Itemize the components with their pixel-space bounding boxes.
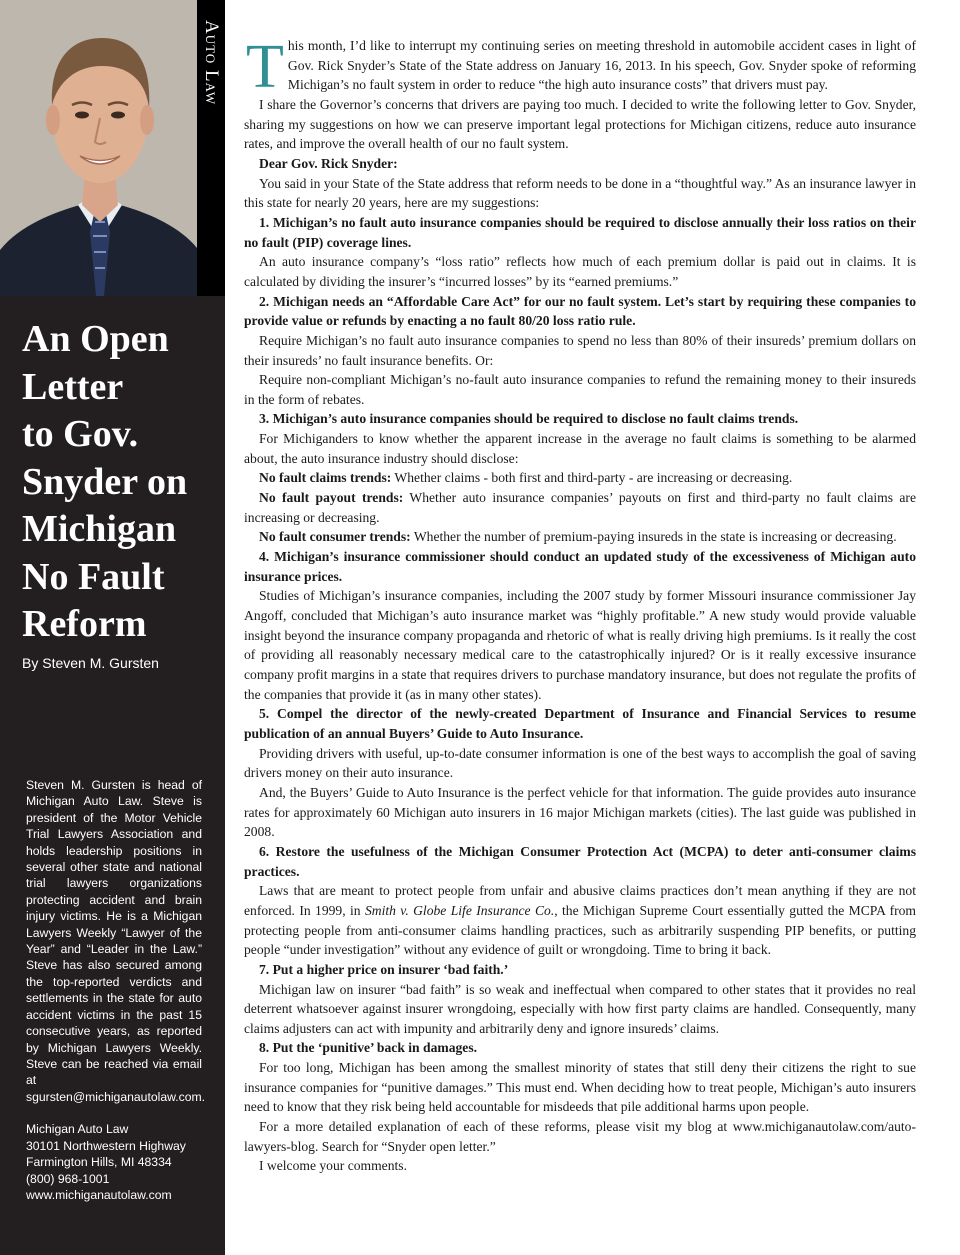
byline: By Steven M. Gursten [22,655,159,671]
trend-text: Whether the number of premium-paying insureds in the state is increasing or decreasing. [410,529,897,545]
trend-label: No fault payout trends: [259,490,404,506]
case-citation: Smith v. Globe Life Insurance Co. [364,902,555,918]
contact-block [26,1121,216,1204]
contact-phone: (800) 968-1001 [26,1171,110,1186]
salutation-text: Dear Gov. Rick Snyder: [259,155,398,171]
paragraph: Require non-compliant Michigan’s no-fault auto insurance companies to refund the remaining money to their insureds in the form of rebates. [244,372,916,407]
paragraph: And, the Buyers’ Guide to Auto Insurance is the perfect vehicle for that information. The guide provides auto insurance rates for approximately 60 Michigan auto insurers in 16 major Michigan markets (cities). The last guide was published in 2008. [244,784,916,840]
suggestion-heading-text: 6. Restore the usefulness of the Michigan Consumer Protection Act (MCPA) to deter anti-consumer claims practices. [244,843,916,879]
paragraph-text: Laws that are meant to protect people from unfair and abusive claims practices don’t mean anything if they are not enforced. In 1999, in [244,883,916,918]
suggestion-heading-text: 2. Michigan needs an “Affordable Care Act” for our no fault system. Let’s start by requiring these companies to provide value or refunds by enacting a no fault 80/20 loss ratio rule. [244,293,916,329]
paragraph: Michigan law on insurer “bad faith” is so weak and ineffectual when compared to other states that it provides no real deterrent whatsoever against insurer wrongdoing, especially with how first party claims are handled. Consequently, many claims adjusters can act with impunity and arbitrarily deny and ignore insureds’ claims. [244,981,916,1036]
trend-item [244,468,916,488]
paragraph: You said in your State of the State address that reform needs to be done in a “thoughtful way.” As an insurance lawyer in this state for nearly 20 years, here are my suggestions: [244,175,916,211]
suggestion-heading-text: 1. Michigan’s no fault auto insurance companies should be required to disclose annually their loss ratios on their no fault (PIP) coverage lines. [244,214,916,250]
paragraph-text: , the Michigan Supreme Court essentially gutted the MCPA from protecting people from anti-consumer claims handling practices, such as arbitrarily suspending PIP benefits, or putting people “under investigation” without any evidence of guilt or wrongdoing. Time to bring it back. [244,902,916,958]
headline-line: to Gov. [22,413,139,455]
suggestion-heading-text: 8. Put the ‘punitive’ back in damages. [259,1040,478,1056]
intro-paragraph [244,33,916,101]
drop-cap: T [246,33,284,101]
headline-line: An Open [22,318,169,360]
headline-line: No Fault [22,555,165,598]
salutation [244,154,916,174]
paragraph: Require Michigan’s no fault auto insurance companies to spend no less than 80% of their insureds’ premium dollars on their insureds’ no fault insurance benefits. Or: [244,332,916,368]
suggestion-heading-text: 5. Compel the director of the newly-created Department of Insurance and Financial Services to resume publication of an annual Buyers’ Guide to Auto Insurance. [244,706,916,741]
author-portrait-image [0,0,197,296]
headline-line: Reform [22,603,147,645]
suggestion-heading [244,409,916,429]
suggestion-heading [244,213,916,252]
author-photo [0,0,197,296]
suggestion-heading-text: 7. Put a higher price on insurer ‘bad faith.’ [259,961,509,977]
paragraph: For a more detailed explanation of each of these reforms, please visit my blog at www.michiganautolaw.com/auto-lawyers-blog. Search for “Snyder open letter.” [244,1119,916,1154]
article-headline [22,316,217,649]
contact-firm: Michigan Auto Law [26,1122,129,1136]
trend-text: Whether claims - both first and third-party - are increasing or decreasing. [391,470,793,486]
suggestion-heading-text: 3. Michigan’s auto insurance companies should be required to disclose no fault claims trends. [259,411,799,427]
trend-item [244,527,916,547]
paragraph: An auto insurance company’s “loss ratio” reflects how much of each premium dollar is paid out in claims. It is calculated by dividing the insurer’s “incurred losses” by its “earned premiums.” [244,254,916,289]
trend-item [244,488,916,527]
trend-label: No fault consumer trends: [259,529,411,545]
trend-label: No fault claims trends: [259,470,392,486]
paragraph [244,881,916,960]
suggestion-heading [244,1038,916,1058]
contact-city: Farmington Hills, MI 48334 [26,1155,172,1170]
article-body [244,33,916,1176]
suggestion-heading [244,842,916,881]
section-label: Auto Law [201,20,222,106]
headline-line: Michigan [22,508,177,550]
suggestion-heading [244,704,916,743]
suggestion-heading [244,960,916,980]
paragraph: I share the Governor’s concerns that drivers are paying too much. I decided to write the following letter to Gov. Snyder, sharing my suggestions on how we can preserve important legal protections for Michigan citizens, reduce auto insurance rates, and improve the overall health of our no fault system. [244,96,916,152]
author-bio: Steven M. Gursten is head of Michigan Auto Law. Steve is president of the Motor Vehicle Trial Lawyers Association and holds leadership positions in several other state and national trial lawyers organizations protecting accident and brain injury victims. He is a Michigan Lawyers Weekly “Lawyer of the Year” and “Leader in the Law.” Steve has also secured among the top-reported verdicts and settlements in the state for auto accident victims in the past 15 consecutive years, as reported by Michigan Lawyers Weekly. Steve can be reached via email at sgursten@michiganautolaw.com. [26,778,206,1104]
closing-line: I welcome your comments. [259,1158,407,1174]
sidebar [0,0,225,1255]
suggestion-heading [244,547,916,586]
paragraph: For Michiganders to know whether the apparent increase in the average no fault claims is something to be alarmed about, the auto insurance industry should disclose: [244,431,916,466]
paragraph: Providing drivers with useful, up-to-date consumer information is one of the best ways to accomplish the goal of saving drivers money on their auto insurance. [244,745,916,781]
paragraph: For too long, Michigan has been among the smallest minority of states that still deny their citizens the right to sue insurance companies for “punitive damages.” This must end. When deciding how to treat people, Michigan’s auto insurers need to know that they risk being held accountable for misdeeds that pile additional harms upon people. [244,1060,916,1115]
headline-line: Letter [22,365,124,408]
headline-line: Snyder on [22,460,188,503]
paragraph: Studies of Michigan’s insurance companies, including the 2007 study by former Missouri insurance commissioner Jay Angoff, concluded that Michigan’s auto insurance market was “highly profitable.” A new study would provide valuable insight beyond the insurance company propaganda and rhetoric of what is really driving high premiums. Is it really the cost of providing all reasonably necessary medical care to the catastrophically injured? Or is it really excessive insurance company profit margins in a state that requires drivers to purchase mandatory insurance, but does not regulate the profits of the companies that provide it (as in many other states). [244,588,916,702]
contact-website: www.michiganautolaw.com [26,1188,172,1203]
suggestion-heading-text: 4. Michigan’s insurance commissioner should conduct an updated study of the excessiveness of Michigan auto insurance prices. [244,549,916,584]
contact-address: 30101 Northwestern Highway [26,1138,186,1153]
trend-text: Whether auto insurance companies’ payouts on first and third-party no fault claims are increasing or decreasing. [244,490,916,525]
intro-text: his month, I’d like to interrupt my continuing series on meeting threshold in automobile accident cases in light of Gov. Rick Snyder’s State of the State address on January 16, 2013. In his speech, Gov. Snyder spoke of reforming Michigan’s no fault system in order to reduce “the high auto insurance costs” that drivers must pay. [287,38,916,93]
suggestion-heading [244,292,916,331]
